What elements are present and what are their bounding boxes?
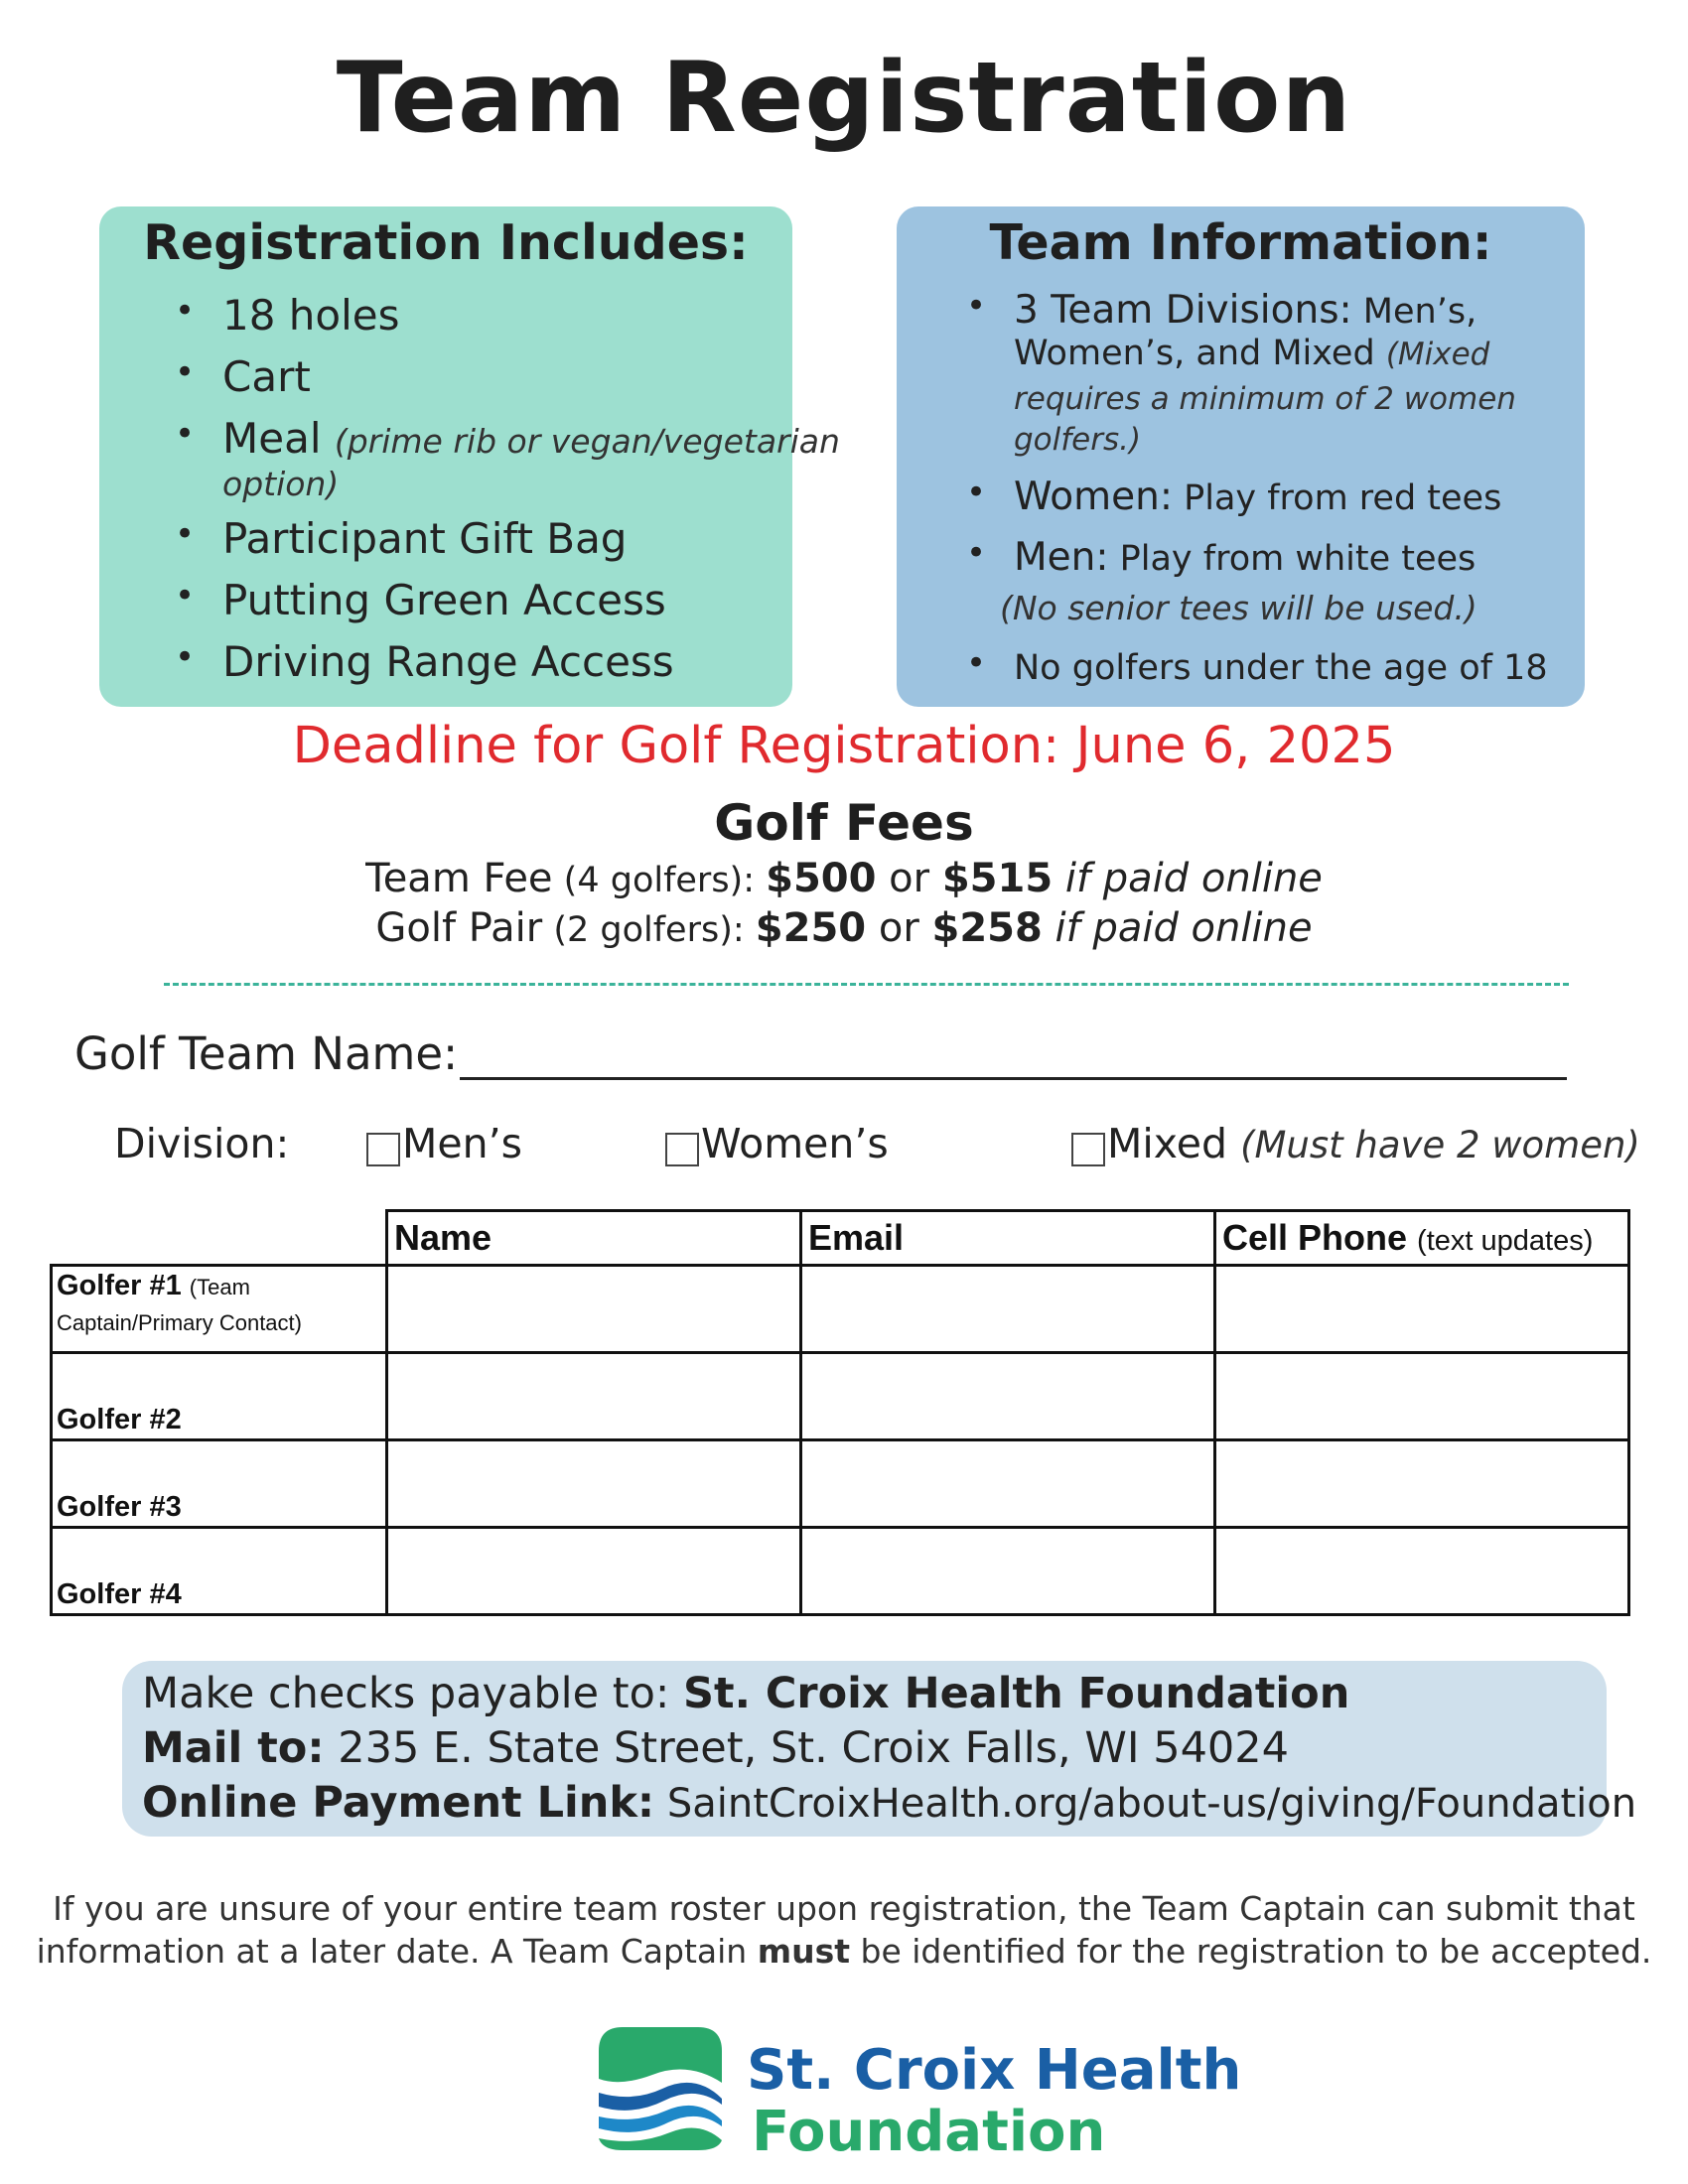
mens-checkbox[interactable]: [366, 1133, 400, 1166]
name-column-header: Name: [387, 1211, 801, 1266]
fees-heading: Golf Fees: [714, 794, 974, 852]
online-payment-line: Online Payment Link: SaintCroixHealth.org/about-us/giving/Foundation: [142, 1778, 1637, 1828]
golfer-2-name-field[interactable]: [387, 1353, 801, 1440]
golfer-1-name-field[interactable]: [387, 1266, 801, 1353]
team-name-label: Golf Team Name:: [74, 1027, 459, 1080]
golfer-roster-table: [50, 1209, 1630, 1616]
pair-fee-line: Golf Pair (2 golfers): $250 or $258 if paid online: [375, 905, 1313, 951]
golfer-2-phone-field[interactable]: [1215, 1353, 1629, 1440]
golfer-4-phone-field[interactable]: [1215, 1528, 1629, 1615]
bullet-icon: •: [175, 352, 196, 392]
golfer-3-label: Golfer #3: [52, 1440, 387, 1528]
golfer-1-label: Golfer #1 (Team Captain/Primary Contact): [52, 1266, 387, 1353]
table-row: [52, 1528, 1629, 1615]
logo-text-line-1: St. Croix Health: [747, 2038, 1242, 2103]
online-payment-link[interactable]: SaintCroixHealth.org/about-us/giving/Foundation: [654, 1781, 1637, 1827]
meal-note-continued: option): [222, 465, 340, 503]
bullet-icon: •: [966, 533, 987, 573]
golfer-2-label: Golfer #2: [52, 1353, 387, 1440]
dashed-divider: [164, 983, 1569, 986]
table-row: [52, 1353, 1629, 1440]
mixed-checkbox[interactable]: [1071, 1133, 1105, 1166]
divisions-line-2: Women’s, and Mixed (Mixed: [1014, 334, 1490, 373]
golfer-2-email-field[interactable]: [801, 1353, 1215, 1440]
bullet-icon: •: [175, 576, 196, 615]
logo-text-line-2: Foundation: [752, 2100, 1106, 2164]
womens-checkbox[interactable]: [665, 1133, 699, 1166]
foundation-logo-icon: [593, 2021, 728, 2156]
checks-payable-line: Make checks payable to: St. Croix Health Foundation: [142, 1669, 1350, 1718]
bullet-icon: •: [966, 286, 987, 326]
roster-note-line-2: information at a later date. A Team Captain must be identified for the registration to be accepted.: [36, 1932, 1652, 1971]
team-name-field[interactable]: [460, 1077, 1567, 1080]
team-info-heading: Team Information:: [989, 214, 1492, 271]
division-label: Division:: [114, 1120, 290, 1167]
registration-includes-panel: Registration Includes: • 18 holes • Cart • Meal (prime rib or vegan/vegetarian option) • Participant Gift Bag • Putting Green Access • Driving Range Access: [99, 206, 792, 707]
email-column-header: Email: [801, 1211, 1215, 1266]
bullet-icon: •: [966, 643, 987, 683]
golfer-4-label: Golfer #4: [52, 1528, 387, 1615]
team-information-panel: Team Information: • 3 Team Divisions: Men’s, Women’s, and Mixed (Mixed requires a minimum of 2 women golfers.) • Women: Play from red tees • Men: Play from white tees (No senior tees will be used.) • No golfers under the age of 18: [897, 206, 1585, 707]
divisions-note-end: golfers.): [1014, 422, 1142, 458]
meal-note: (prime rib or vegan/vegetarian: [334, 422, 840, 461]
bullet-icon: •: [175, 637, 196, 677]
mens-option-label: Men’s: [402, 1120, 522, 1167]
bullet-icon: •: [966, 473, 987, 512]
divisions-note: requires a minimum of 2 women: [1014, 381, 1516, 417]
golfer-3-phone-field[interactable]: [1215, 1440, 1629, 1528]
golfer-4-name-field[interactable]: [387, 1528, 801, 1615]
phone-column-header: Cell Phone (text updates): [1215, 1211, 1629, 1266]
team-fee-line: Team Fee (4 golfers): $500 or $515 if paid online: [365, 856, 1323, 901]
golfer-3-email-field[interactable]: [801, 1440, 1215, 1528]
table-row: [52, 1440, 1629, 1528]
mail-to-line: Mail to: 235 E. State Street, St. Croix Falls, WI 54024: [142, 1723, 1290, 1773]
senior-tees-note: (No senior tees will be used.): [1000, 589, 1477, 627]
bullet-icon: •: [175, 414, 196, 454]
womens-option-label: Women’s: [701, 1120, 889, 1167]
golfer-3-name-field[interactable]: [387, 1440, 801, 1528]
page-title: Team Registration: [336, 42, 1352, 155]
roster-note-line-1: If you are unsure of your entire team roster upon registration, the Team Captain can submit that: [53, 1889, 1635, 1928]
bullet-icon: •: [175, 291, 196, 331]
golfer-1-email-field[interactable]: [801, 1266, 1215, 1353]
mixed-option-label: Mixed (Must have 2 women): [1107, 1120, 1640, 1167]
bullet-icon: •: [175, 514, 196, 554]
table-row: [52, 1266, 1629, 1353]
golfer-4-email-field[interactable]: [801, 1528, 1215, 1615]
golfer-1-phone-field[interactable]: [1215, 1266, 1629, 1353]
table-corner: [52, 1211, 387, 1266]
includes-heading: Registration Includes:: [143, 214, 749, 271]
mixed-note: (Must have 2 women): [1240, 1124, 1640, 1166]
registration-deadline: Deadline for Golf Registration: June 6, 2025: [292, 717, 1396, 775]
payment-info-panel: [122, 1661, 1637, 1837]
